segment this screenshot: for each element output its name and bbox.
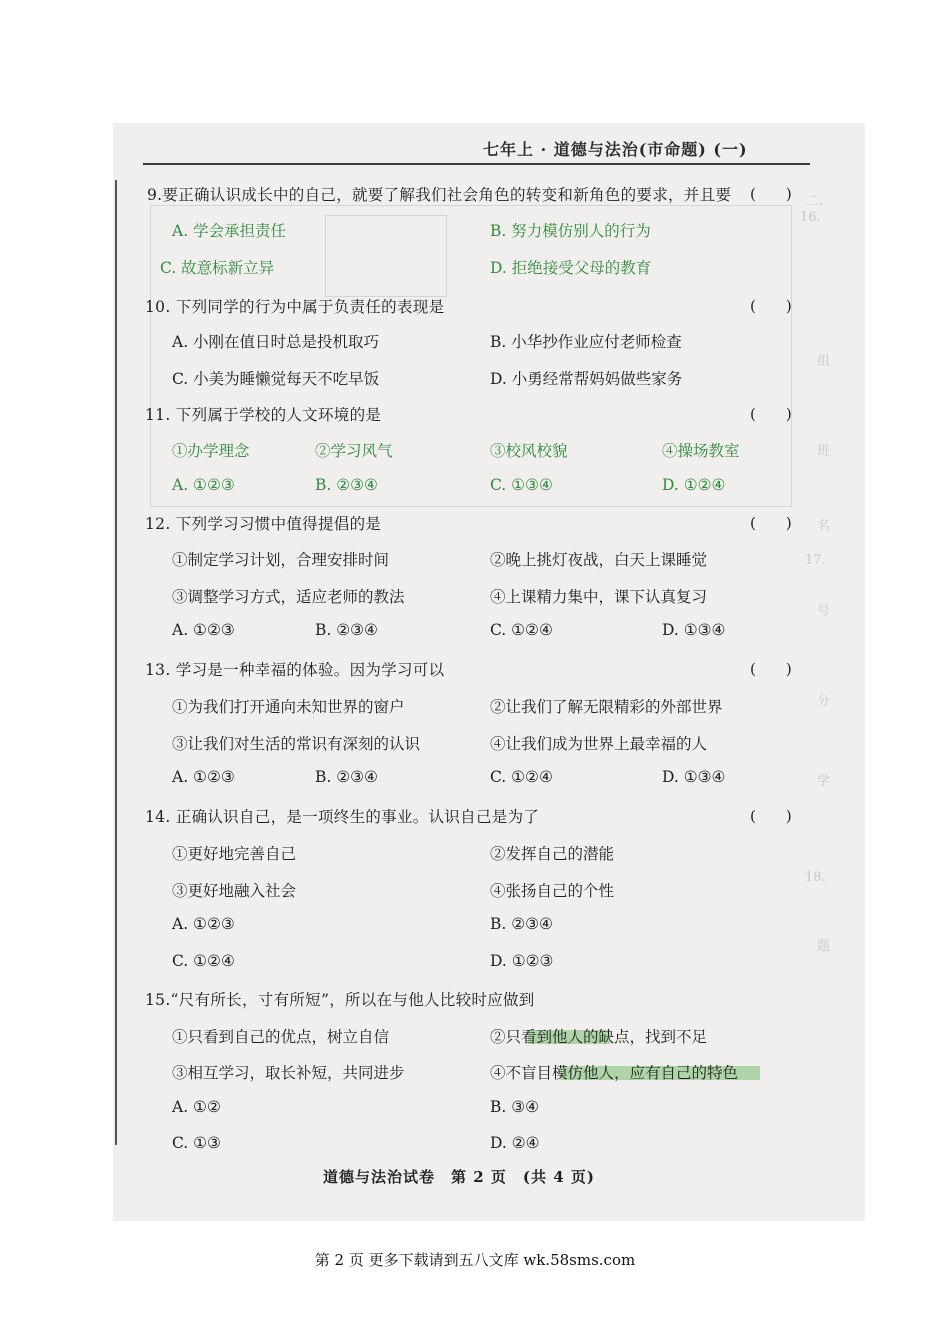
option: A. ①② [172, 1098, 221, 1116]
statement-item: ③调整学习方式，适应老师的教法 [172, 588, 405, 606]
question-stem: 11. 下列属于学校的人文环境的是 [145, 406, 382, 424]
option: D. ①③④ [662, 768, 726, 786]
option: B. ②③④ [315, 768, 378, 786]
option: B. ②③④ [490, 915, 553, 933]
bleed-through-mark: 16. [800, 210, 821, 225]
statement-item: ②发挥自己的潜能 [490, 845, 615, 863]
option: D. 小勇经常帮妈妈做些家务 [490, 370, 683, 388]
statement-item: ③相互学习，取长补短，共同进步 [172, 1064, 405, 1082]
statement-item: ④上课精力集中，课下认真复习 [490, 588, 708, 606]
option: D. ①③④ [662, 621, 726, 639]
page-footer: 第 2 页 更多下载请到五八文库 wk.58sms.com [314, 1251, 636, 1269]
answer-paren: ( ) [750, 185, 792, 203]
statement-item: ④让我们成为世界上最幸福的人 [490, 735, 708, 753]
option: D. ②④ [490, 1134, 540, 1152]
bleed-through-mark: 题 [817, 939, 831, 954]
statement-item: ①只看到自己的优点，树立自信 [172, 1028, 390, 1046]
option: B. ③④ [490, 1098, 540, 1116]
option: A. ①②③ [172, 621, 235, 639]
bleed-through-box [150, 205, 792, 507]
question-stem: 10. 下列同学的行为中属于负责任的表现是 [145, 298, 445, 316]
bleed-through-mark: 组 [817, 354, 831, 369]
statement-item: ①为我们打开通向未知世界的窗户 [172, 698, 405, 716]
answer-paren: ( ) [750, 297, 792, 315]
answer-paren: ( ) [750, 514, 792, 532]
option: B. 努力模仿别人的行为 [490, 222, 651, 240]
bleed-through-mark: 分 [817, 694, 831, 709]
statement-item: ①更好地完善自己 [172, 845, 297, 863]
statement-item: ④张扬自己的个性 [490, 882, 615, 900]
question-stem: 14. 正确认识自己，是一项终生的事业。认识自己是为了 [145, 808, 540, 826]
option: C. 小美为睡懒觉每天不吃早饭 [172, 370, 380, 388]
bleed-through-mark: 17. [805, 553, 826, 568]
answer-paren: ( ) [750, 660, 792, 678]
bleed-through-mark: 号 [817, 604, 831, 619]
option: C. ①②④ [490, 621, 553, 639]
option: A. ①②③ [172, 476, 235, 494]
answer-paren: ( ) [750, 405, 792, 423]
option: C. 故意标新立异 [160, 259, 275, 277]
statement-item: ③校风校貌 [490, 442, 568, 460]
option: B. 小华抄作业应付老师检查 [490, 333, 682, 351]
bleed-through-mark: 学 [817, 774, 831, 789]
bleed-through-box [325, 215, 447, 297]
bleed-through-mark: 班 [817, 444, 831, 459]
question-stem: 13. 学习是一种幸福的体验。因为学习可以 [145, 661, 445, 679]
statement-item: ②晚上挑灯夜战，白天上课睡觉 [490, 551, 708, 569]
option: C. ①③ [172, 1134, 221, 1152]
option: D. ①②④ [662, 476, 726, 494]
statement-item: ③让我们对生活的常识有深刻的认识 [172, 735, 421, 753]
bleed-through-mark: 18. [805, 870, 826, 885]
statement-item: ④操场教室 [662, 442, 740, 460]
statement-item: ④不盲目模仿他人，应有自己的特色 [490, 1064, 739, 1082]
option: C. ①②④ [490, 768, 553, 786]
option: A. ①②③ [172, 768, 235, 786]
statement-item: ②学习风气 [315, 442, 393, 460]
option: C. ①③④ [490, 476, 553, 494]
statement-item: ③更好地融入社会 [172, 882, 297, 900]
statement-item: ②只看到他人的缺点，找到不足 [490, 1028, 708, 1046]
option: A. 小刚在值日时总是投机取巧 [172, 333, 380, 351]
statement-item: ①办学理念 [172, 442, 250, 460]
exam-header: 七年上 · 道德与法治(市命题) (一) [483, 140, 748, 159]
option: D. ①②③ [490, 952, 554, 970]
bleed-through-mark: 名 [817, 519, 831, 534]
statement-item: ②让我们了解无限精彩的外部世界 [490, 698, 723, 716]
option: C. ①②④ [172, 952, 235, 970]
question-stem: 15.“尺有所长，寸有所短”，所以在与他人比较时应做到 [145, 991, 535, 1009]
header-rule [143, 163, 810, 165]
option: B. ②③④ [315, 476, 378, 494]
question-stem: 9.要正确认识成长中的自己，就要了解我们社会角色的转变和新角色的要求，并且要 [147, 186, 732, 204]
question-stem: 12. 下列学习习惯中值得提倡的是 [145, 515, 382, 533]
option: A. 学会承担责任 [172, 222, 287, 240]
exam-page-number: 道德与法治试卷 第 2 页 (共 4 页) [323, 1168, 595, 1186]
binding-line [115, 180, 117, 1145]
answer-paren: ( ) [750, 807, 792, 825]
option: D. 拒绝接受父母的教育 [490, 259, 652, 277]
statement-item: ①制定学习计划，合理安排时间 [172, 551, 390, 569]
option: B. ②③④ [315, 621, 378, 639]
bleed-through-mark: 二、 [805, 194, 832, 209]
option: A. ①②③ [172, 915, 235, 933]
